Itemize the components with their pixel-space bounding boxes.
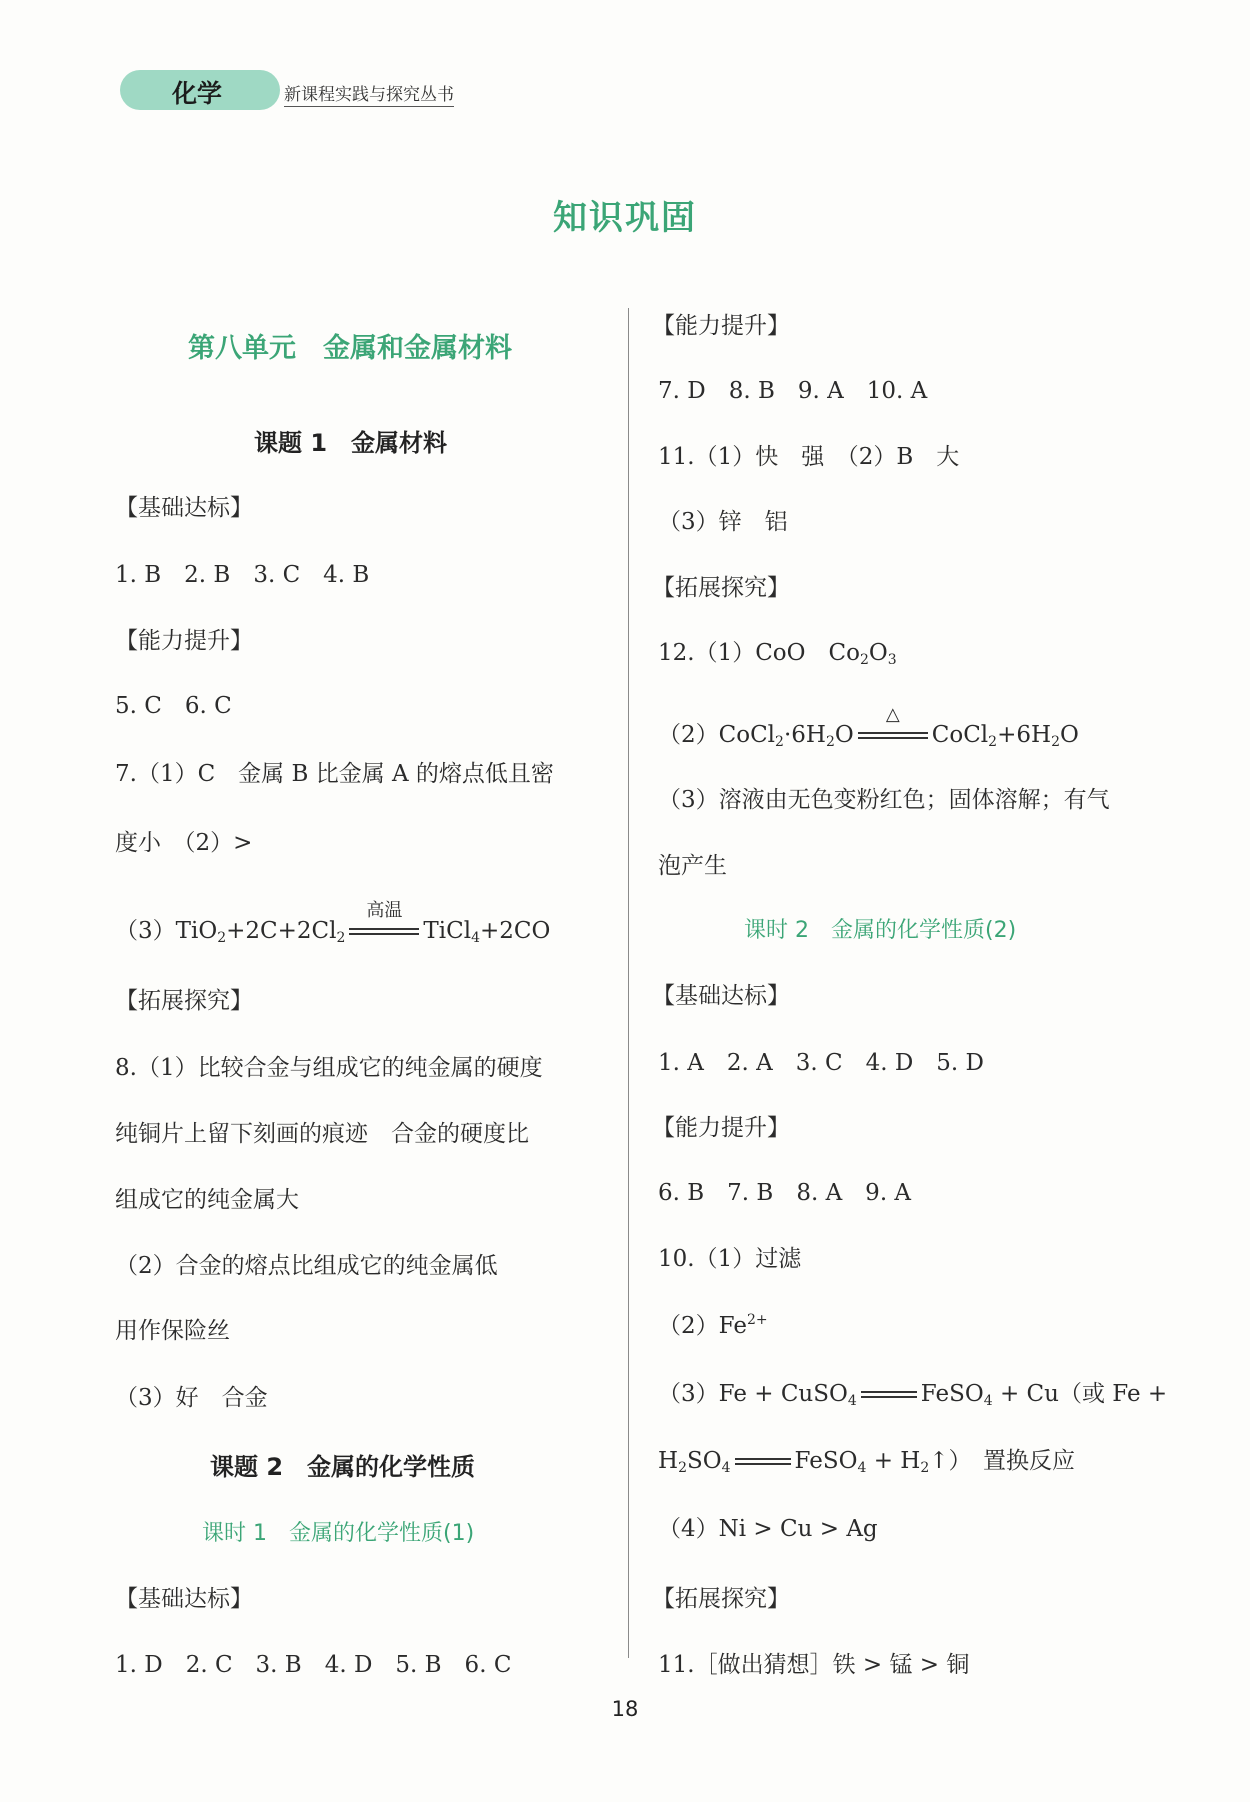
section-label: 【基础达标】 <box>115 495 253 521</box>
answer-line: 1. B 2. B 3. C 4. B <box>115 562 370 588</box>
eq-subscript: 2 <box>678 1460 687 1476</box>
eq-text: FeSO <box>920 1381 984 1407</box>
answer-line <box>658 640 897 669</box>
eq-subscript: 2 <box>859 652 869 668</box>
eq-subscript: 3 <box>887 652 897 668</box>
answer-line: 8.（1）比较合金与组成它的纯金属的硬度 <box>115 1055 543 1081</box>
eq-subscript: 2 <box>825 734 835 750</box>
eq-text: CoCl <box>931 722 989 748</box>
lesson-heading: 课题 2 金属的化学性质 <box>210 1453 476 1481</box>
answer-line: （4）Ni > Cu > Ag <box>658 1516 878 1542</box>
section-label: 【拓展探究】 <box>652 1586 790 1612</box>
page-number: 18 <box>611 1697 639 1721</box>
section-label: 【基础达标】 <box>652 983 790 1009</box>
eq-text: （2）CoCl <box>658 722 776 748</box>
answer-line: 度小 （2）> <box>115 830 253 856</box>
eq-text: + Cu（或 Fe + <box>992 1381 1168 1407</box>
page-title: 知识巩固 <box>553 198 697 238</box>
equals-sign <box>861 1389 917 1401</box>
answer-line: 1. A 2. A 3. C 4. D 5. D <box>658 1050 984 1076</box>
eq-subscript: 2 <box>336 930 346 946</box>
answer-line: （3）锌 铝 <box>658 509 788 535</box>
section-label: 【能力提升】 <box>652 1115 790 1141</box>
eq-text: （3）Fe + CuSO <box>658 1381 848 1407</box>
eq-subscript: 4 <box>857 1460 867 1476</box>
eq-text: H <box>658 1448 679 1474</box>
answer-line: 泡产生 <box>658 853 727 879</box>
eq-subscript: 2 <box>1051 734 1060 750</box>
series-title: 新课程实践与探究丛书 <box>284 80 454 107</box>
answer-line: （2）合金的熔点比组成它的纯金属低 <box>115 1253 498 1279</box>
eq-text: O <box>868 640 888 666</box>
answer-line: 5. C 6. C <box>115 693 232 719</box>
period-heading: 课时 2 金属的化学性质(2) <box>744 918 1017 943</box>
eq-text: + H <box>866 1448 921 1474</box>
answer-line: （3）好 合金 <box>115 1385 268 1411</box>
answer-line: 用作保险丝 <box>115 1318 230 1344</box>
answer-line: 11.［做出猜想］铁 > 锰 > 铜 <box>658 1652 970 1678</box>
eq-text: ↑） 置换反应 <box>929 1448 1076 1474</box>
column-divider <box>628 308 629 1658</box>
answer-line: 组成它的纯金属大 <box>115 1187 299 1213</box>
answer-line: 纯铜片上留下刻画的痕迹 合金的硬度比 <box>115 1121 529 1147</box>
section-label: 【能力提升】 <box>652 313 790 339</box>
subject-label: 化学 <box>172 79 223 108</box>
eq-text: SO <box>686 1448 722 1474</box>
answer-line: （3）溶液由无色变粉红色；固体溶解；有气 <box>658 787 1110 813</box>
reaction-condition <box>349 900 419 938</box>
section-label: 【能力提升】 <box>115 628 253 654</box>
heat-condition-icon: △ <box>885 704 900 725</box>
eq-text: +2C+2Cl <box>226 918 337 944</box>
running-header <box>120 70 480 110</box>
equation-line <box>658 1448 1075 1477</box>
eq-text: FeSO <box>794 1448 858 1474</box>
eq-text: ·6H <box>783 722 826 748</box>
eq-text: +6H <box>997 722 1052 748</box>
eq-text: O <box>834 722 854 748</box>
eq-subscript: 2 <box>988 734 998 750</box>
condition-label: 高温 <box>366 900 403 921</box>
eq-text: +2CO <box>479 918 551 944</box>
unit-heading: 第八单元 金属和金属材料 <box>188 333 512 364</box>
eq-text: （2）Fe <box>658 1313 747 1339</box>
answer-line: 11.（1）快 强 （2）B 大 <box>658 444 960 470</box>
equals-sign <box>735 1456 791 1468</box>
eq-text: 12.（1）CoO Co <box>658 640 860 666</box>
answer-line: 7.（1）C 金属 B 比金属 A 的熔点低且密 <box>115 761 554 787</box>
eq-subscript: 4 <box>847 1393 857 1409</box>
period-heading: 课时 1 金属的化学性质(1) <box>202 1521 475 1546</box>
section-label: 【拓展探究】 <box>652 575 790 601</box>
eq-subscript: 4 <box>471 930 480 946</box>
eq-subscript: 4 <box>721 1460 731 1476</box>
equation-line <box>658 1381 1167 1410</box>
lesson-heading: 课题 1 金属材料 <box>254 429 448 457</box>
equation-line <box>658 704 1079 751</box>
eq-text: （3）TiO <box>115 918 218 944</box>
eq-subscript: 4 <box>983 1393 993 1409</box>
eq-subscript: 2 <box>217 930 227 946</box>
equation-line <box>115 900 551 947</box>
answer-line: 6. B 7. B 8. A 9. A <box>658 1180 912 1206</box>
answer-line: 10.（1）过滤 <box>658 1246 802 1272</box>
eq-superscript: 2+ <box>746 1312 768 1328</box>
section-label: 【基础达标】 <box>115 1586 253 1612</box>
section-label: 【拓展探究】 <box>115 988 253 1014</box>
eq-subscript: 2 <box>920 1460 930 1476</box>
answer-line: 1. D 2. C 3. B 4. D 5. B 6. C <box>115 1652 512 1678</box>
answer-line: 7. D 8. B 9. A 10. A <box>658 378 928 404</box>
eq-text: O <box>1059 722 1079 748</box>
answer-line <box>658 1312 768 1341</box>
reaction-condition <box>858 704 928 742</box>
eq-subscript: 2 <box>775 734 784 750</box>
eq-text: TiCl <box>423 918 472 944</box>
